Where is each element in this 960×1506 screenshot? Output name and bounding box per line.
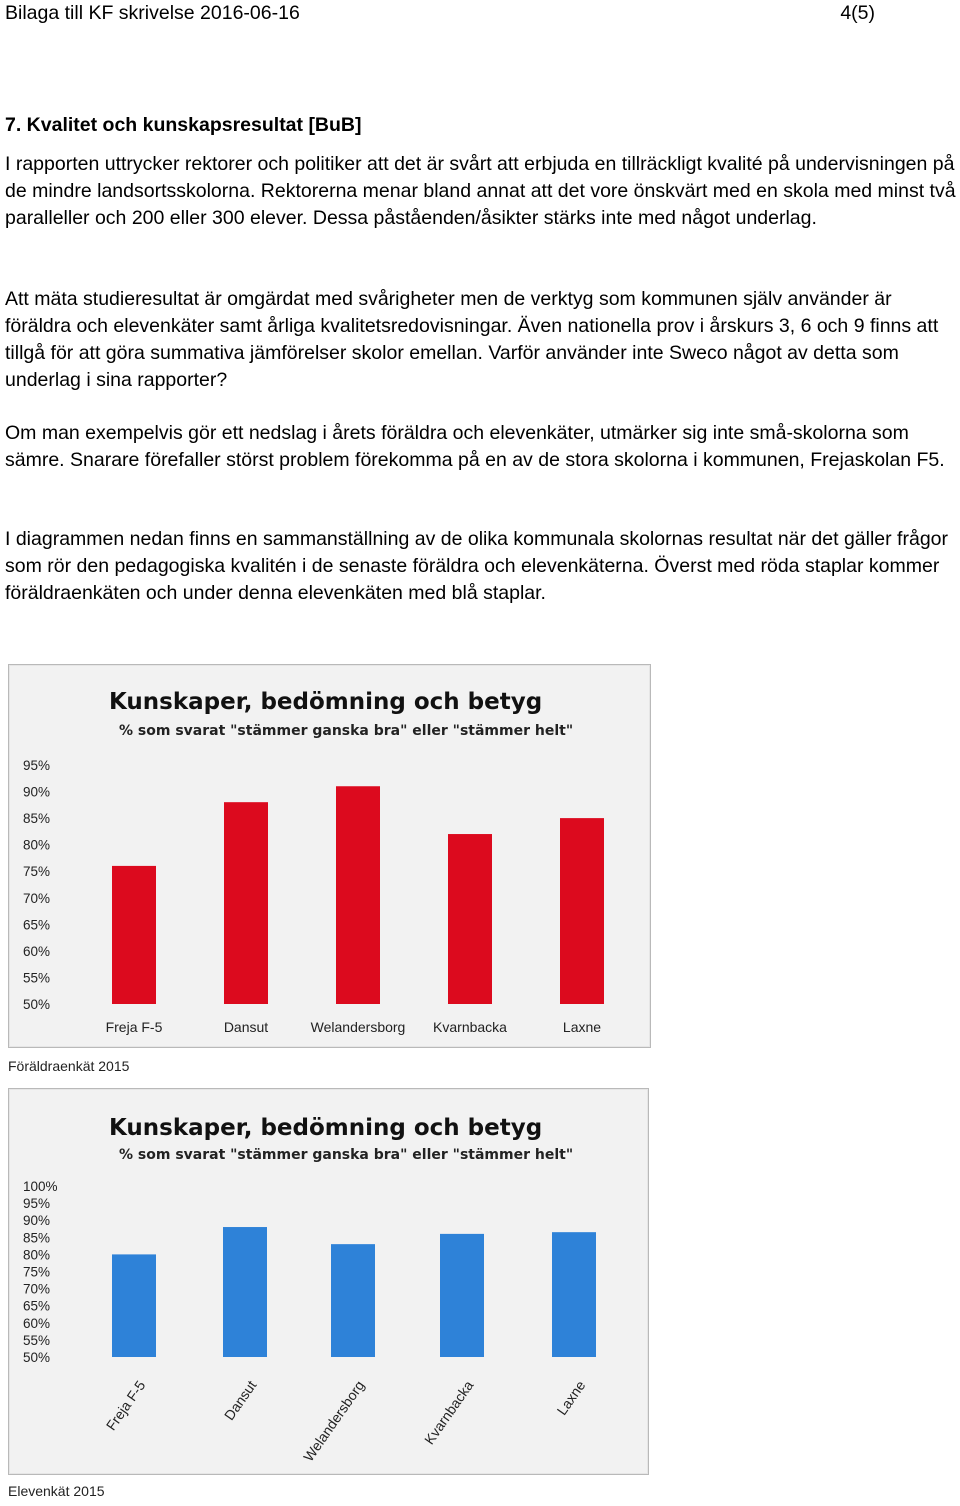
y-tick-label: 65% bbox=[23, 1298, 51, 1314]
chart-title: Kunskaper, bedömning och betyg bbox=[109, 689, 543, 715]
bar bbox=[112, 866, 156, 1004]
y-tick-label: 90% bbox=[23, 784, 51, 800]
chart-elevenkat bbox=[8, 1088, 649, 1475]
x-tick-label: Laxne bbox=[553, 1377, 589, 1418]
chart-foraldraenkat bbox=[8, 664, 651, 1048]
x-tick-label: Dansut bbox=[223, 1019, 269, 1035]
y-tick-label: 70% bbox=[23, 1281, 51, 1297]
paragraph-studieresultat: Att mäta studieresultat är omgärdat med svårigheter men de verktyg som kommunen själv använder är föräldra och elevenkäter samt årliga kvalitetsredovisningar. Även nationella prov i årskurs 3, 6 och 9 finns att tillgå för att göra summativa jämförelser skolor emellan. Varför använder inte Sweco något av detta som underlag i sina rapporter? bbox=[5, 288, 939, 391]
page-number: 4(5) bbox=[840, 2, 875, 24]
chart-elevenkat-svg bbox=[9, 1089, 648, 1474]
x-tick-label: Kvarnbacka bbox=[433, 1019, 507, 1035]
y-tick-label: 70% bbox=[23, 890, 51, 906]
y-tick-label: 95% bbox=[23, 758, 51, 773]
x-tick-label: Kvarnbacka bbox=[420, 1377, 477, 1448]
y-tick-label: 55% bbox=[23, 1332, 51, 1348]
x-tick-label: Welandersborg bbox=[300, 1377, 368, 1465]
y-tick-label: 75% bbox=[23, 1264, 51, 1280]
y-tick-label: 85% bbox=[23, 1230, 51, 1246]
paragraph-diagrammen: I diagrammen nedan finns en sammanställning av de olika kommunala skolornas resultat när det gäller frågor som rör den pedagogiska kvalitén i de senaste föräldra och elevenkäterna. Överst med röda staplar kommer föräldraenkäten och under denna elevenkäten med blå staplar. bbox=[5, 528, 948, 604]
paragraph-rapporten: I rapporten uttrycker rektorer och politiker att det är svårt att erbjuda en tillräckligt kvalité på undervisningen på de mindre landsortsskolorna. Rektorerna menar bland annat att det vore önskvärt med en skola med minst två paralleller och 200 eller 300 elever. Dessa påståenden/åsikter stärks inte med något underlag. bbox=[5, 153, 956, 229]
caption-elevenkat: Elevenkät 2015 bbox=[8, 1483, 105, 1499]
section-heading: 7. Kvalitet och kunskapsresultat [BuB] bbox=[5, 114, 362, 136]
bar bbox=[112, 1254, 156, 1357]
y-tick-label: 60% bbox=[23, 943, 51, 959]
caption-foraldraenkat: Föräldraenkät 2015 bbox=[8, 1058, 130, 1074]
y-tick-label: 50% bbox=[23, 997, 51, 1012]
bar bbox=[224, 802, 268, 1004]
chart-title: Kunskaper, bedömning och betyg bbox=[109, 1115, 543, 1141]
y-tick-label: 100% bbox=[23, 1179, 58, 1194]
document-title: Bilaga till KF skrivelse 2016-06-16 bbox=[5, 2, 300, 24]
x-tick-label: Freja F-5 bbox=[105, 1019, 163, 1035]
bar bbox=[223, 1227, 267, 1357]
chart-foraldraenkat-svg bbox=[9, 665, 650, 1047]
chart-subtitle: % som svarat "stämmer ganska bra" eller "stämmer helt" bbox=[119, 1147, 574, 1163]
page-header bbox=[5, 0, 875, 28]
y-tick-label: 80% bbox=[23, 1247, 51, 1263]
bar bbox=[552, 1232, 596, 1357]
bar bbox=[440, 1234, 484, 1357]
y-tick-label: 95% bbox=[23, 1196, 51, 1212]
y-tick-label: 50% bbox=[23, 1350, 51, 1365]
y-tick-label: 65% bbox=[23, 917, 51, 933]
y-tick-label: 90% bbox=[23, 1213, 51, 1229]
y-tick-label: 60% bbox=[23, 1315, 51, 1331]
y-tick-label: 75% bbox=[23, 864, 51, 880]
bar bbox=[448, 834, 492, 1004]
x-tick-label: Laxne bbox=[562, 1019, 602, 1035]
y-tick-label: 55% bbox=[23, 970, 51, 986]
x-tick-label: Welandersborg bbox=[310, 1019, 406, 1035]
x-tick-label: Dansut bbox=[220, 1377, 260, 1424]
x-tick-label: Freja F-5 bbox=[102, 1377, 149, 1434]
bar bbox=[331, 1244, 375, 1357]
bar bbox=[560, 818, 604, 1004]
bar bbox=[336, 786, 380, 1004]
paragraph-nedslag: Om man exempelvis gör ett nedslag i årets föräldra och elevenkäter, utmärker sig inte små-skolorna som sämre. Snarare förefaller störst problem förekomma på en av de stora skolorna i kommunen, Frejaskolan F5. bbox=[5, 422, 945, 471]
y-tick-label: 85% bbox=[23, 811, 51, 827]
y-tick-label: 80% bbox=[23, 837, 51, 853]
chart-subtitle: % som svarat "stämmer ganska bra" eller "stämmer helt" bbox=[119, 723, 574, 739]
